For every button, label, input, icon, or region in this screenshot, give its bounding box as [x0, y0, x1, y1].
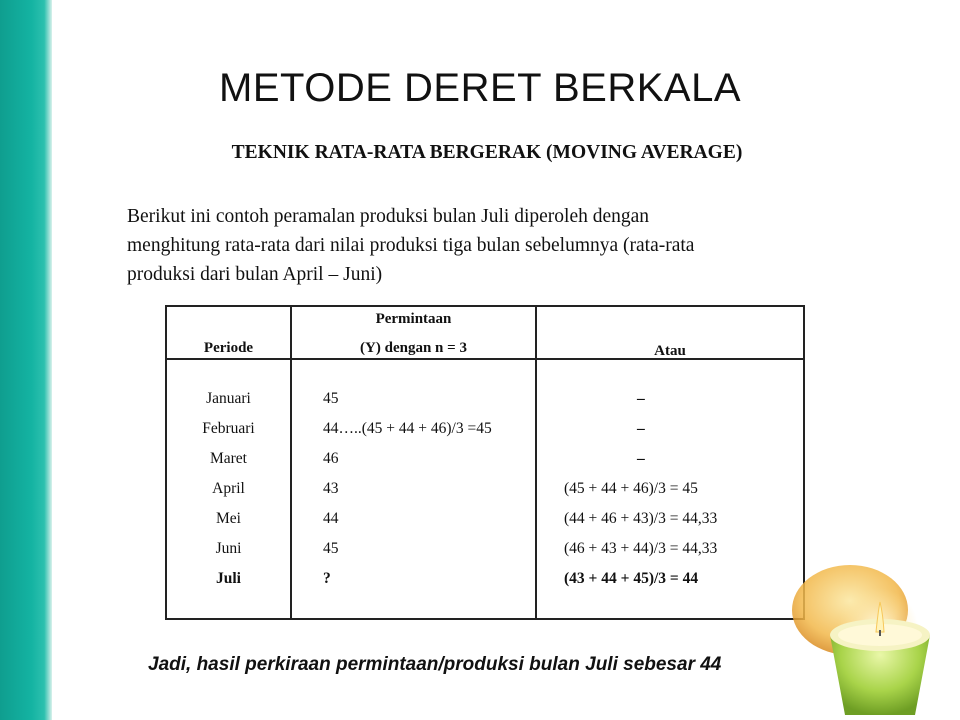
table-row	[167, 510, 803, 540]
cell-permintaan: 44	[323, 510, 339, 527]
cell-permintaan: 45	[323, 390, 339, 407]
moving-average-table	[165, 305, 805, 620]
paragraph-line-1: Berikut ini contoh peramalan produksi bulan Juli diperoleh dengan	[127, 206, 650, 227]
cell-atau: –	[637, 420, 645, 437]
cell-atau: –	[637, 450, 645, 467]
table-row	[167, 570, 803, 600]
cell-periode: Juli	[216, 570, 241, 587]
cell-permintaan: 44…..(45 + 44 + 46)/3 =45	[323, 420, 492, 437]
header-permintaan-line2: (Y) dengan n = 3	[360, 340, 467, 356]
table-row	[167, 480, 803, 510]
table-row	[167, 450, 803, 480]
cell-atau: (45 + 44 + 46)/3 = 45	[564, 480, 698, 497]
cell-atau: (43 + 44 + 45)/3 = 44	[564, 570, 699, 587]
paragraph-line-3: produksi dari bulan April – Juni)	[127, 264, 383, 285]
cell-periode: April	[212, 480, 245, 497]
cell-atau: (46 + 43 + 44)/3 = 44,33	[564, 540, 718, 557]
cell-permintaan: 43	[323, 480, 339, 497]
cell-periode: Januari	[206, 390, 251, 407]
header-periode: Periode	[203, 340, 254, 356]
conclusion-text: Jadi, hasil perkiraan permintaan/produksi bulan Juli sebesar 44	[148, 654, 722, 675]
table-row	[167, 390, 803, 420]
intro-paragraph	[127, 202, 847, 289]
cell-periode: Maret	[209, 450, 247, 467]
cell-permintaan: 45	[323, 540, 339, 557]
cell-permintaan: 46	[323, 450, 339, 467]
header-atau: Atau	[654, 343, 686, 359]
cell-permintaan: ?	[323, 570, 331, 587]
slide-subtitle: TEKNIK RATA-RATA BERGERAK (MOVING AVERAGE)	[231, 142, 743, 163]
slide-title: METODE DERET BERKALA	[219, 66, 741, 110]
paragraph-line-2: menghitung rata-rata dari nilai produksi tiga bulan sebelumnya (rata-rata	[127, 235, 695, 256]
candle-decoration	[790, 540, 960, 720]
table-row	[167, 420, 803, 450]
cell-atau: –	[637, 390, 645, 407]
cell-periode: Februari	[202, 420, 255, 437]
table-row	[167, 540, 803, 570]
cell-atau: (44 + 46 + 43)/3 = 44,33	[564, 510, 718, 527]
header-permintaan-line1: Permintaan	[375, 311, 452, 327]
cell-periode: Mei	[216, 510, 241, 527]
cell-periode: Juni	[215, 540, 242, 557]
